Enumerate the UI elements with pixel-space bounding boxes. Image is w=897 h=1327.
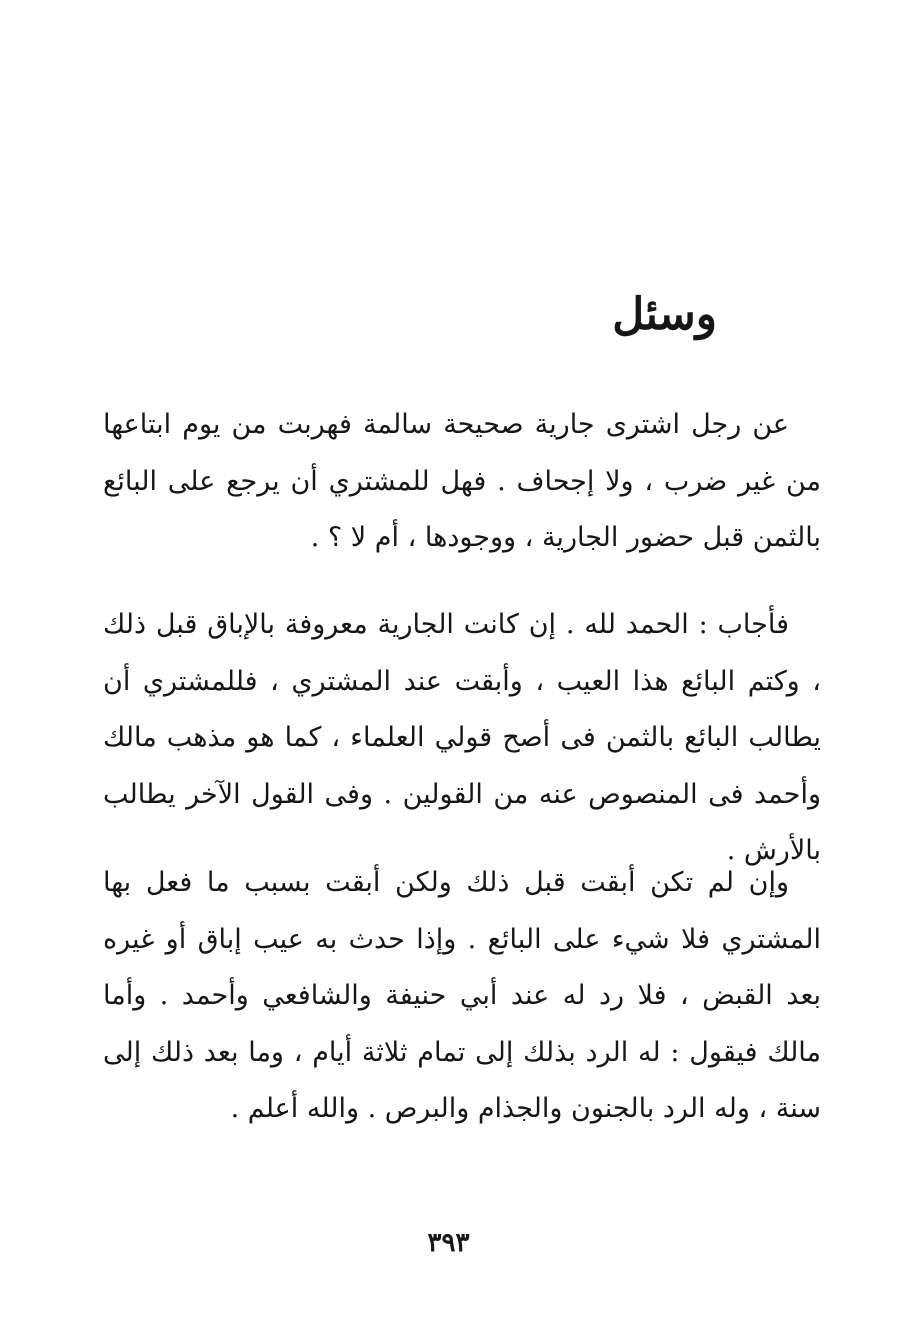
page-number: ٣٩٣	[427, 1228, 470, 1258]
answer-continuation-paragraph: وإن لم تكن أبقت قبل ذلك ولكن أبقت بسبب ما فعل بها المشتري فلا شيء على البائع . وإذا حدث به عيب إباق أو غيره بعد القبض ، فلا رد له عند أبي حنيفة والشافعي وأحمد . وأما مالك فيقول : له الرد بذلك إلى تمام ثلاثة أيام ، وما بعد ذلك إلى سنة ، وله الرد بالجنون والجذام والبرص . والله أعلم .	[103, 867, 821, 1124]
section-heading: وسئل	[612, 289, 717, 340]
answer-paragraph: فأجاب : الحمد لله . إن كانت الجارية معروفة بالإباق قبل ذلك ، وكتم البائع هذا العيب ، وأبقت عند المشتري ، فللمشتري أن يطالب البائع بالثمن فى أصح قولي العلماء ، كما هو مذهب مالك وأحمد فى المنصوص عنه من القولين . وفى القول الآخر يطالب بالأرش .	[103, 609, 821, 866]
question-paragraph: عن رجل اشترى جارية صحيحة سالمة فهربت من يوم ابتاعها من غير ضرب ، ولا إجحاف . فهل للمشتري أن يرجع على البائع بالثمن قبل حضور الجارية ، ووجودها ، أم لا ؟ .	[103, 409, 821, 553]
